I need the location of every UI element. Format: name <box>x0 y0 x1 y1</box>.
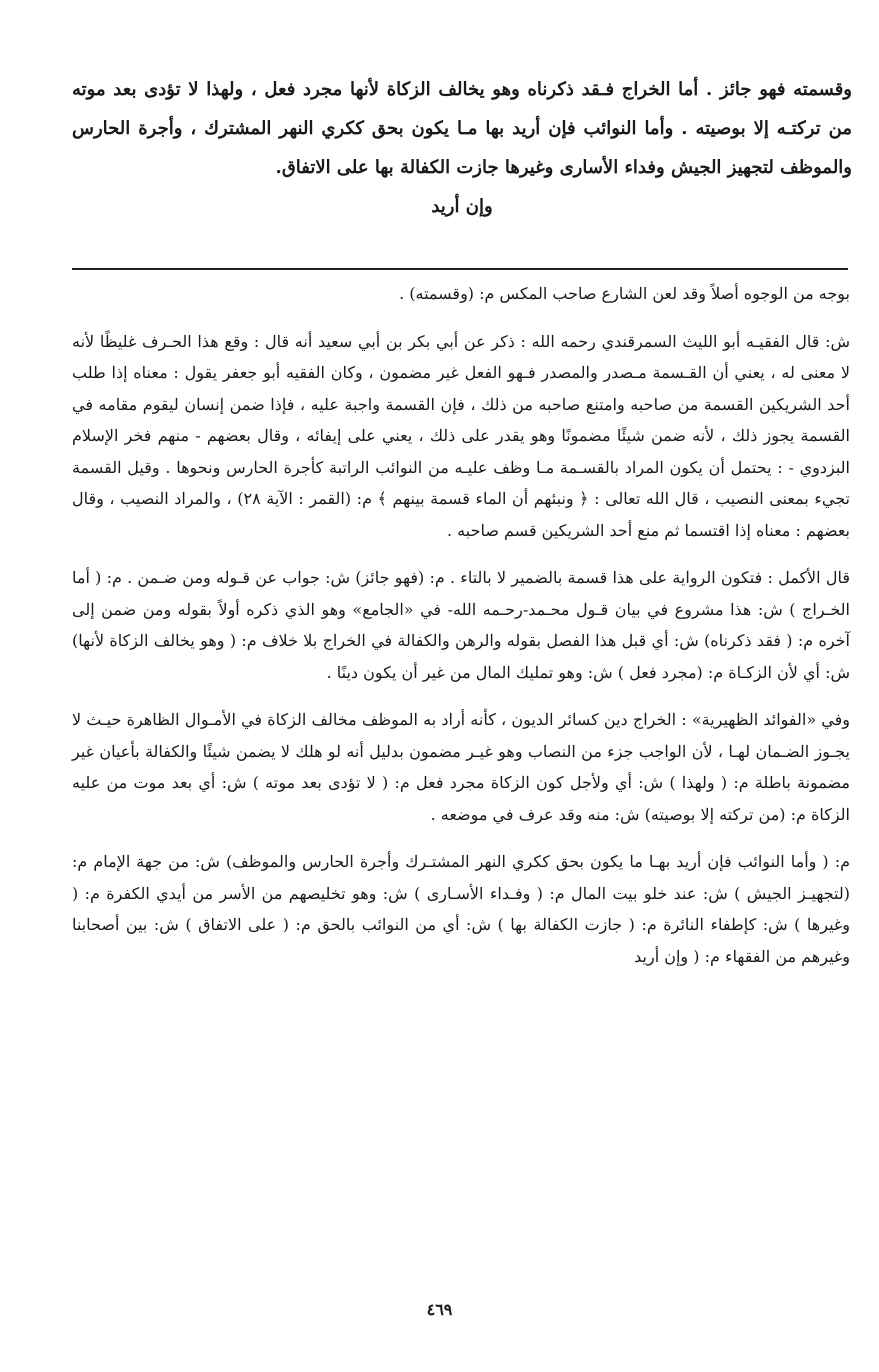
matn-text: وقسمته فهو جائز . أما الخراج فـقد ذكرناه وهو يخالف الزكاة لأنها مجرد فعل ، ولهذا لا تؤدى بعد موته من تركتـه إلا بوصيته . وأما النوائب فإن أريد بها مـا يكون بحق ككري النهر المشترك ، وأجرة الحارس والموظف لتجهيز الجيش وفداء الأسارى وغيرها جازت الكفالة بها على الاتفاق. <box>72 79 852 178</box>
page-number: ٤٦٩ <box>426 1300 453 1319</box>
main-text-block <box>72 70 852 227</box>
matn-section <box>72 70 852 227</box>
commentary-section <box>72 278 850 988</box>
commentary-paragraph: م: ( وأما النوائب فإن أريد بهـا ما يكون بحق ككري النهر المشتـرك وأجرة الحارس والموظف) ش: من جهة الإمام م: (لتجهيـز الجيش ) ش: عند خلو بيت المال م: ( وفـداء الأسـارى ) ش: وهو تخليصهم من الأسر من أيدي الكفرة م: ( وغيرها ) ش: كإطفاء النائرة م: ( جازت الكفالة بها ) ش: أي من النوائب بالحق م: ( على الاتفاق ) ش: بين أصحابنا وغيرهم من الفقهاء م: ( وإن أريد <box>72 852 850 966</box>
commentary-paragraph: ش: قال الفقيـه أبو الليث السمرقندي رحمه الله : ذكر عن أبي بكر بن أبي سعيد أنه قال : وقع هذا الحـرف غليظًا لأنه لا معنى له ، يعني أن القـسمة مـصدر والمصدر فـهو الفعل غير مضمون ، وكان الفقيه أبو جعفر يقول : معناه إذا طلب أحد الشريكين القسمة من صاحبه وامتنع صاحبه من ذلك ، فإن القسمة واجبة عليه ، فإذا ضمن إنسان ليقوم مقامه في القسمة يجوز ذلك ، لأنه ضمن شيئًا مضمونًا وهو يقدر على ذلك ، يعني على إيفائه ، وقال بعضهم - منهم فخر الإسلام البزدوي - : يحتمل أن يكون المراد بالقسـمة مـا وظف عليـه من النوائب الراتبة كأجرة الحارس ونحوها . وقيل القسمة تجيء بمعنى النصيب ، قال الله تعالى : ﴿ ونبئهم أن الماء قسمة بينهم ﴾ م: (القمر : الآية ٢٨) ، والمراد النصيب ، وقال بعضهم : معناه إذا اقتسما ثم منع أحد الشريكين قسم صاحبه . <box>72 331 850 540</box>
section-divider <box>72 268 848 270</box>
commentary-paragraph: بوجه من الوجوه أصلاً وقد لعن الشارع صاحب المكس م: (وقسمته) . <box>399 284 850 303</box>
commentary-paragraph: وفي «الفوائد الظهيرية» : الخراج دين كسائر الديون ، كأنه أراد به الموظف مخالف الزكاة في الأمـوال الظاهرة حيـث لا يجـوز الضـمان لهـا ، لأن الواجب جزء من النصاب وهو غيـر مضمون بدليل أنه لو هلك لا يضمن شيئًا والكفالة بأعيان غير مضمونة باطلة م: ( ولهذا ) ش: أي ولأجل كون الزكاة مجرد فعل م: ( لا تؤدى بعد موته ) ش: أي بعد موت من عليه الزكاة م: (من تركته إلا بوصيته) ش: منه وقد عرف في موضعه . <box>72 710 850 824</box>
matn-continuation: وإن أريد <box>431 196 493 217</box>
commentary-paragraph: قال الأكمل : فتكون الرواية على هذا قسمة بالضمير لا بالتاء . م: (فهو جائز) ش: جواب عن قـوله ومن ضـمن . م: ( أما الخـراج ) ش: هذا مشروع في بيان قـول محـمد-رحـمه الله- في «الجامع» وهو الذي ذكره أولاً بقوله ومن ضمن إلى آخره م: ( فقد ذكرناه) ش: أي قبل هذا الفصل بقوله والرهن والكفالة في الخراج بلا خلاف م: ( وهو يخالف الزكاة لأنها) ش: أي لأن الزكـاة م: (مجرد فعل ) ش: وهو تمليك المال من غير أن يكون دينًا . <box>72 568 850 682</box>
